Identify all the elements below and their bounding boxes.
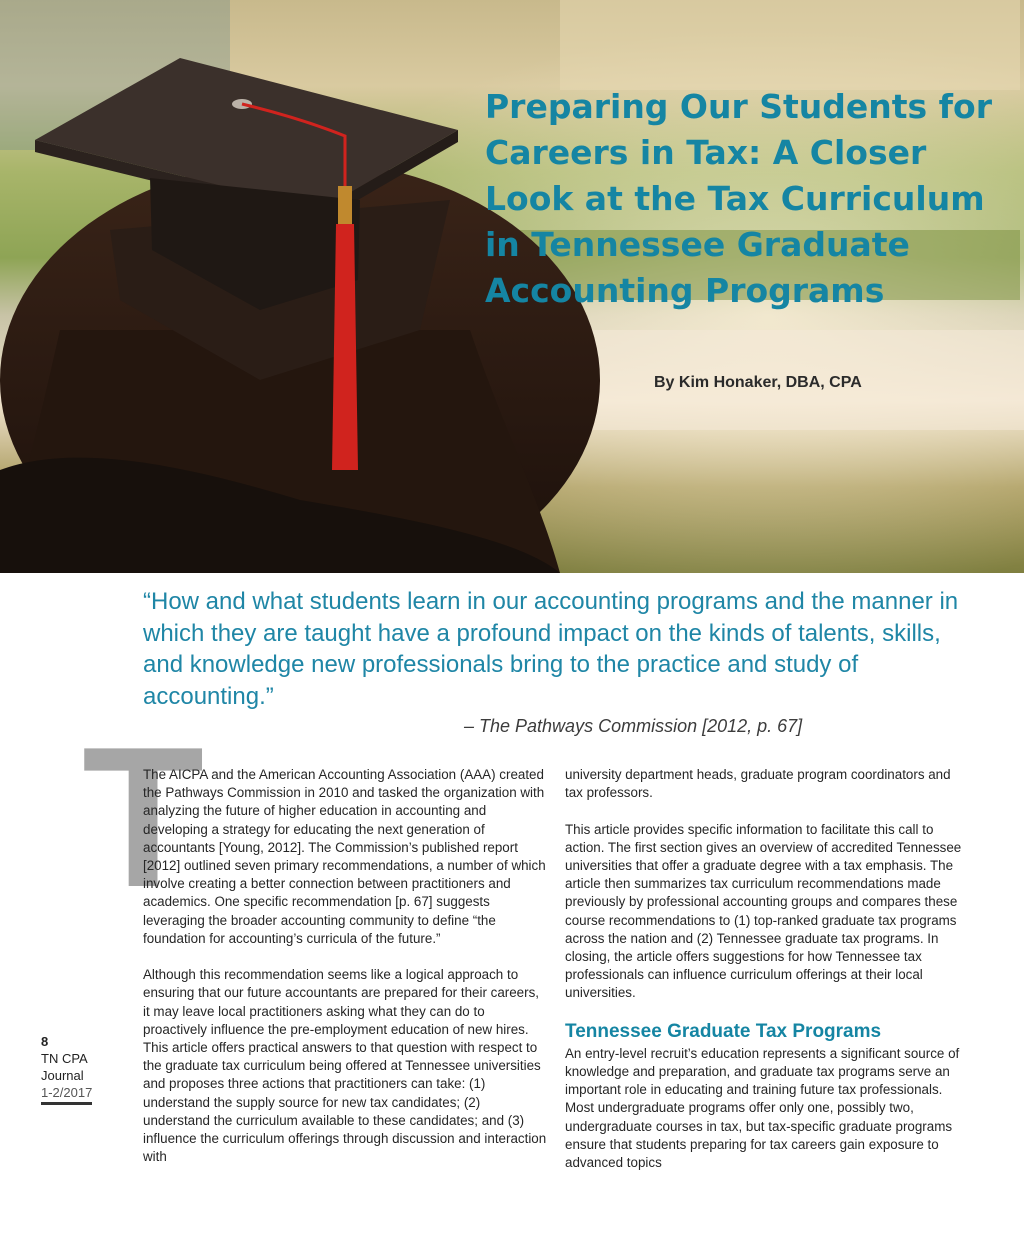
body-paragraph: university department heads, graduate program coordinators and tax professors. [565, 767, 951, 801]
body-paragraph: This article provides specific information to facilitate this call to action. The first section gives an overview of accredited Tennessee universities that offer a graduate degree with a tax emphasis. The article then summarizes tax curriculum recommendations made previously by professional accounting groups and compares these course recommendations to (1) top-ranked graduate tax programs across the nation and (2) Tennessee graduate tax programs. In closing, the article offers suggestions for how Tennessee tax professionals can influence curriculum offerings at their local universities. [565, 821, 962, 1001]
publication-name-line2: Journal [41, 1068, 84, 1083]
body-paragraph: The AICPA and the American Accounting Association (AAA) created the Pathways Commission in 2010 and tasked the organization with analyzing the future of higher education in accounting and developing a strategy for educating the next generation of accountants [Young, 2012]. The Commission’s published report [2012] outlined seven primary recommendations, a number of which involve creating a better connection between practitioners and academics. One specific recommendation [p. 67] suggests leveraging the broader accounting community to define “the foundation for accounting’s curricula of the future.” [143, 767, 546, 946]
page-number: 8 [41, 1034, 49, 1049]
body-paragraph: Although this recommendation seems like a logical approach to ensuring that our future accountants are prepared for their careers, it may leave local practitioners asking what they can do to proactively influence the pre-employment education of new hires. This article offers practical answers to that question with respect to the graduate tax curriculum being offered at Tennessee universities and proposes three actions that practitioners can take: (1) understand the supply source for new tax candidates; (2) understand the curriculum available to these candidates; and (3) influence the curriculum offerings through discussion and interaction with [143, 967, 547, 1165]
left-column [143, 766, 548, 1185]
page-folio [41, 1033, 101, 1105]
article-byline: By Kim Honaker, DBA, CPA [654, 374, 862, 391]
section-heading: Tennessee Graduate Tax Programs [565, 1020, 882, 1042]
article-title: Preparing Our Students for Careers in Tax: A Closer Look at the Tax Curriculum in Tennessee Graduate Accounting Programs [485, 87, 992, 310]
pull-quote: “How and what students learn in our accounting programs and the manner in which they are taught have a profound impact on the kinds of talents, skills, and knowledge new professionals bring to the practice and study of accounting.” [143, 588, 959, 710]
right-column [565, 766, 965, 1190]
hero-image-region [0, 0, 1024, 573]
drop-cap: T [82, 706, 205, 929]
issue-date: 1-2/2017 [41, 1084, 92, 1105]
body-paragraph: An entry-level recruit’s education represents a significant source of knowledge and preparation, and graduate tax programs serve an important role in educating and training future tax professionals. Most undergraduate programs offer only one, possibly two, undergraduate courses in tax, but tax-specific graduate programs ensure that students preparing for tax careers gain exposure to advanced topics [565, 1045, 960, 1171]
quote-attribution: – The Pathways Commission [2012, p. 67] [464, 716, 803, 736]
publication-name: TN CPA [41, 1051, 88, 1066]
